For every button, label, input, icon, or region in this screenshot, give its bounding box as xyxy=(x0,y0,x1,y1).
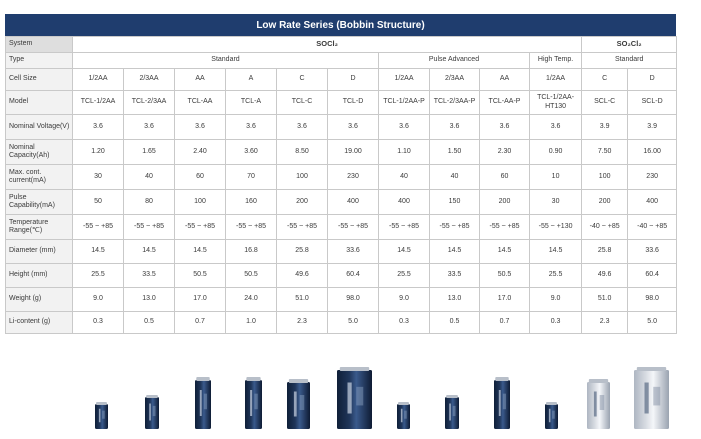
table-row xyxy=(6,115,677,140)
table-cell: 3.60 xyxy=(226,140,277,165)
table-cell: 33.5 xyxy=(124,264,175,288)
table-cell: 51.0 xyxy=(277,288,328,312)
battery-image-scl-c xyxy=(587,379,610,429)
table-cell: 98.0 xyxy=(628,288,677,312)
table-cell: 400 xyxy=(628,190,677,215)
table-cell: 1.0 xyxy=(226,312,277,334)
row-label: Weight (g) xyxy=(6,288,73,312)
table-cell: 3.6 xyxy=(277,115,328,140)
type-standard-so2cl2: Standard xyxy=(582,53,677,69)
table-cell: 50.5 xyxy=(226,264,277,288)
table-cell: 3.6 xyxy=(73,115,124,140)
table-cell: 2/3AA xyxy=(430,69,480,91)
table-cell: D xyxy=(328,69,379,91)
table-cell: 33.6 xyxy=(628,240,677,264)
table-cell: TCL-AA-P xyxy=(480,91,530,115)
table-cell: 2.3 xyxy=(277,312,328,334)
table-cell: 9.0 xyxy=(379,288,430,312)
table-cell: 16.00 xyxy=(628,140,677,165)
table-cell: 0.3 xyxy=(73,312,124,334)
table-cell: 230 xyxy=(628,165,677,190)
battery-image-tcl-1-2aa-p xyxy=(397,402,410,429)
table-row xyxy=(6,190,677,215)
row-label: Nominal Capacity(Ah) xyxy=(6,140,73,165)
table-cell: 50 xyxy=(73,190,124,215)
table-cell: 14.5 xyxy=(379,240,430,264)
table-cell: 100 xyxy=(277,165,328,190)
table-cell: 25.5 xyxy=(379,264,430,288)
table-row xyxy=(6,264,677,288)
table-cell: 16.8 xyxy=(226,240,277,264)
table-cell: 30 xyxy=(530,190,582,215)
table-cell: 3.9 xyxy=(628,115,677,140)
battery-image-tcl-1-2aa-ht130 xyxy=(545,402,558,429)
table-cell: 13.0 xyxy=(430,288,480,312)
table-cell: 14.5 xyxy=(124,240,175,264)
table-cell: 70 xyxy=(226,165,277,190)
table-cell: -55 ~ +85 xyxy=(379,215,430,240)
table-row-type xyxy=(6,53,677,69)
table-cell: TCL-1/2AA-HT130 xyxy=(530,91,582,115)
table-cell: 33.6 xyxy=(328,240,379,264)
table-cell: 0.3 xyxy=(530,312,582,334)
table-cell: AA xyxy=(175,69,226,91)
table-row xyxy=(6,312,677,334)
table-cell: 17.0 xyxy=(480,288,530,312)
table-cell: 3.9 xyxy=(582,115,628,140)
table-cell: 19.00 xyxy=(328,140,379,165)
battery-image-tcl-d xyxy=(337,367,372,429)
table-cell: 0.5 xyxy=(430,312,480,334)
table-cell: 200 xyxy=(277,190,328,215)
table-cell: 1/2AA xyxy=(530,69,582,91)
table-cell: -55 ~ +85 xyxy=(226,215,277,240)
system-so2cl2: SO₂Cl₂ xyxy=(582,37,677,53)
row-label: Temperature Range(℃) xyxy=(6,215,73,240)
table-cell: 14.5 xyxy=(430,240,480,264)
table-cell: 40 xyxy=(379,165,430,190)
row-label: Max. cont. current(mA) xyxy=(6,165,73,190)
row-label: Type xyxy=(6,53,73,69)
table-cell: TCL-D xyxy=(328,91,379,115)
row-label: Nominal Voltage(V) xyxy=(6,115,73,140)
table-cell: 100 xyxy=(582,165,628,190)
table-cell: -55 ~ +85 xyxy=(124,215,175,240)
table-cell: 40 xyxy=(430,165,480,190)
table-cell: 1.10 xyxy=(379,140,430,165)
table-cell: 3.6 xyxy=(124,115,175,140)
table-cell: -40 ~ +85 xyxy=(582,215,628,240)
table-cell: 200 xyxy=(480,190,530,215)
table-row xyxy=(6,140,677,165)
table-cell: 14.5 xyxy=(73,240,124,264)
table-cell: 5.0 xyxy=(328,312,379,334)
product-images xyxy=(0,360,701,439)
table-cell: 50.5 xyxy=(480,264,530,288)
table-cell: 3.6 xyxy=(530,115,582,140)
table-cell: 25.8 xyxy=(277,240,328,264)
table-cell: -55 ~ +85 xyxy=(480,215,530,240)
table-cell: 3.6 xyxy=(328,115,379,140)
table-cell: 60 xyxy=(480,165,530,190)
table-cell: 1.20 xyxy=(73,140,124,165)
table-cell: 160 xyxy=(226,190,277,215)
table-cell: 14.5 xyxy=(530,240,582,264)
table-cell: 2/3AA xyxy=(124,69,175,91)
table-cell: 13.0 xyxy=(124,288,175,312)
table-cell: 1/2AA xyxy=(73,69,124,91)
type-pulse-advanced: Pulse Advanced xyxy=(379,53,530,69)
table-cell: TCL-1/2AA-P xyxy=(379,91,430,115)
table-cell: TCL-C xyxy=(277,91,328,115)
table-cell: 25.5 xyxy=(73,264,124,288)
battery-image-tcl-aa xyxy=(195,377,211,429)
table-cell: 51.0 xyxy=(582,288,628,312)
table-cell: 25.5 xyxy=(530,264,582,288)
table-cell: TCL-2/3AA-P xyxy=(430,91,480,115)
table-cell: 8.50 xyxy=(277,140,328,165)
row-label: Diameter (mm) xyxy=(6,240,73,264)
table-cell: 30 xyxy=(73,165,124,190)
battery-image-tcl-2-3aa xyxy=(145,395,159,429)
table-row xyxy=(6,240,677,264)
table-cell: 400 xyxy=(379,190,430,215)
table-cell: -55 ~ +85 xyxy=(277,215,328,240)
type-high-temp: High Temp. xyxy=(530,53,582,69)
table-cell: 17.0 xyxy=(175,288,226,312)
table-cell: 24.0 xyxy=(226,288,277,312)
table-cell: 1.50 xyxy=(430,140,480,165)
table-cell: SCL-D xyxy=(628,91,677,115)
table-row xyxy=(6,69,677,91)
table-cell: 0.5 xyxy=(124,312,175,334)
table-cell: 0.7 xyxy=(175,312,226,334)
table-cell: -55 ~ +85 xyxy=(430,215,480,240)
table-cell: 2.3 xyxy=(582,312,628,334)
table-cell: 3.6 xyxy=(175,115,226,140)
table-cell: 3.6 xyxy=(226,115,277,140)
table-cell: 60.4 xyxy=(628,264,677,288)
table-cell: 98.0 xyxy=(328,288,379,312)
table-cell: 14.5 xyxy=(480,240,530,264)
table-row xyxy=(6,215,677,240)
system-socl2: SOCl₂ xyxy=(73,37,582,53)
table-cell: 7.50 xyxy=(582,140,628,165)
table-cell: 2.30 xyxy=(480,140,530,165)
table-cell: 40 xyxy=(124,165,175,190)
table-cell: AA xyxy=(480,69,530,91)
table-cell: 5.0 xyxy=(628,312,677,334)
table-cell: 100 xyxy=(175,190,226,215)
table-row-system xyxy=(6,37,677,53)
table-cell: -55 ~ +85 xyxy=(73,215,124,240)
battery-image-scl-d xyxy=(634,367,669,429)
table-cell: 200 xyxy=(582,190,628,215)
battery-image-tcl-2-3aa-p xyxy=(445,395,459,429)
table-cell: 25.8 xyxy=(582,240,628,264)
row-label: Pulse Capability(mA) xyxy=(6,190,73,215)
battery-image-tcl-c xyxy=(287,379,310,429)
table-cell: 10 xyxy=(530,165,582,190)
table-cell: SCL-C xyxy=(582,91,628,115)
table-cell: 9.0 xyxy=(530,288,582,312)
row-label: Height (mm) xyxy=(6,264,73,288)
table-cell: 14.5 xyxy=(175,240,226,264)
table-cell: TCL-A xyxy=(226,91,277,115)
table-cell: TCL-2/3AA xyxy=(124,91,175,115)
table-cell: A xyxy=(226,69,277,91)
table-cell: C xyxy=(582,69,628,91)
row-label: Model xyxy=(6,91,73,115)
battery-image-tcl-a xyxy=(245,377,262,429)
table-cell: 1/2AA xyxy=(379,69,430,91)
row-label: Cell Size xyxy=(6,69,73,91)
table-cell: 1.65 xyxy=(124,140,175,165)
table-cell: 49.6 xyxy=(277,264,328,288)
table-cell: -40 ~ +85 xyxy=(628,215,677,240)
table-cell: 2.40 xyxy=(175,140,226,165)
table-cell: 3.6 xyxy=(430,115,480,140)
row-label: System xyxy=(6,37,73,53)
type-standard: Standard xyxy=(73,53,379,69)
table-cell: 60 xyxy=(175,165,226,190)
table-title: Low Rate Series (Bobbin Structure) xyxy=(5,14,676,36)
battery-image-tcl-aa-p xyxy=(494,377,510,429)
spec-table xyxy=(5,36,677,334)
table-cell: 3.6 xyxy=(480,115,530,140)
table-cell: 230 xyxy=(328,165,379,190)
table-cell: 33.5 xyxy=(430,264,480,288)
table-cell: 400 xyxy=(328,190,379,215)
table-cell: TCL-AA xyxy=(175,91,226,115)
table-cell: -55 ~ +85 xyxy=(328,215,379,240)
table-cell: -55 ~ +85 xyxy=(175,215,226,240)
table-cell: 150 xyxy=(430,190,480,215)
table-cell: 80 xyxy=(124,190,175,215)
table-cell: 49.6 xyxy=(582,264,628,288)
table-cell: C xyxy=(277,69,328,91)
table-cell: 0.90 xyxy=(530,140,582,165)
table-cell: TCL-1/2AA xyxy=(73,91,124,115)
battery-image-tcl-1-2aa xyxy=(95,402,108,429)
table-cell: 3.6 xyxy=(379,115,430,140)
table-row xyxy=(6,165,677,190)
table-row xyxy=(6,288,677,312)
table-cell: 9.0 xyxy=(73,288,124,312)
table-cell: 0.7 xyxy=(480,312,530,334)
table-cell: -55 ~ +130 xyxy=(530,215,582,240)
table-cell: 50.5 xyxy=(175,264,226,288)
table-cell: D xyxy=(628,69,677,91)
table-cell: 0.3 xyxy=(379,312,430,334)
row-label: Li-content (g) xyxy=(6,312,73,334)
table-cell: 60.4 xyxy=(328,264,379,288)
table-row xyxy=(6,91,677,115)
